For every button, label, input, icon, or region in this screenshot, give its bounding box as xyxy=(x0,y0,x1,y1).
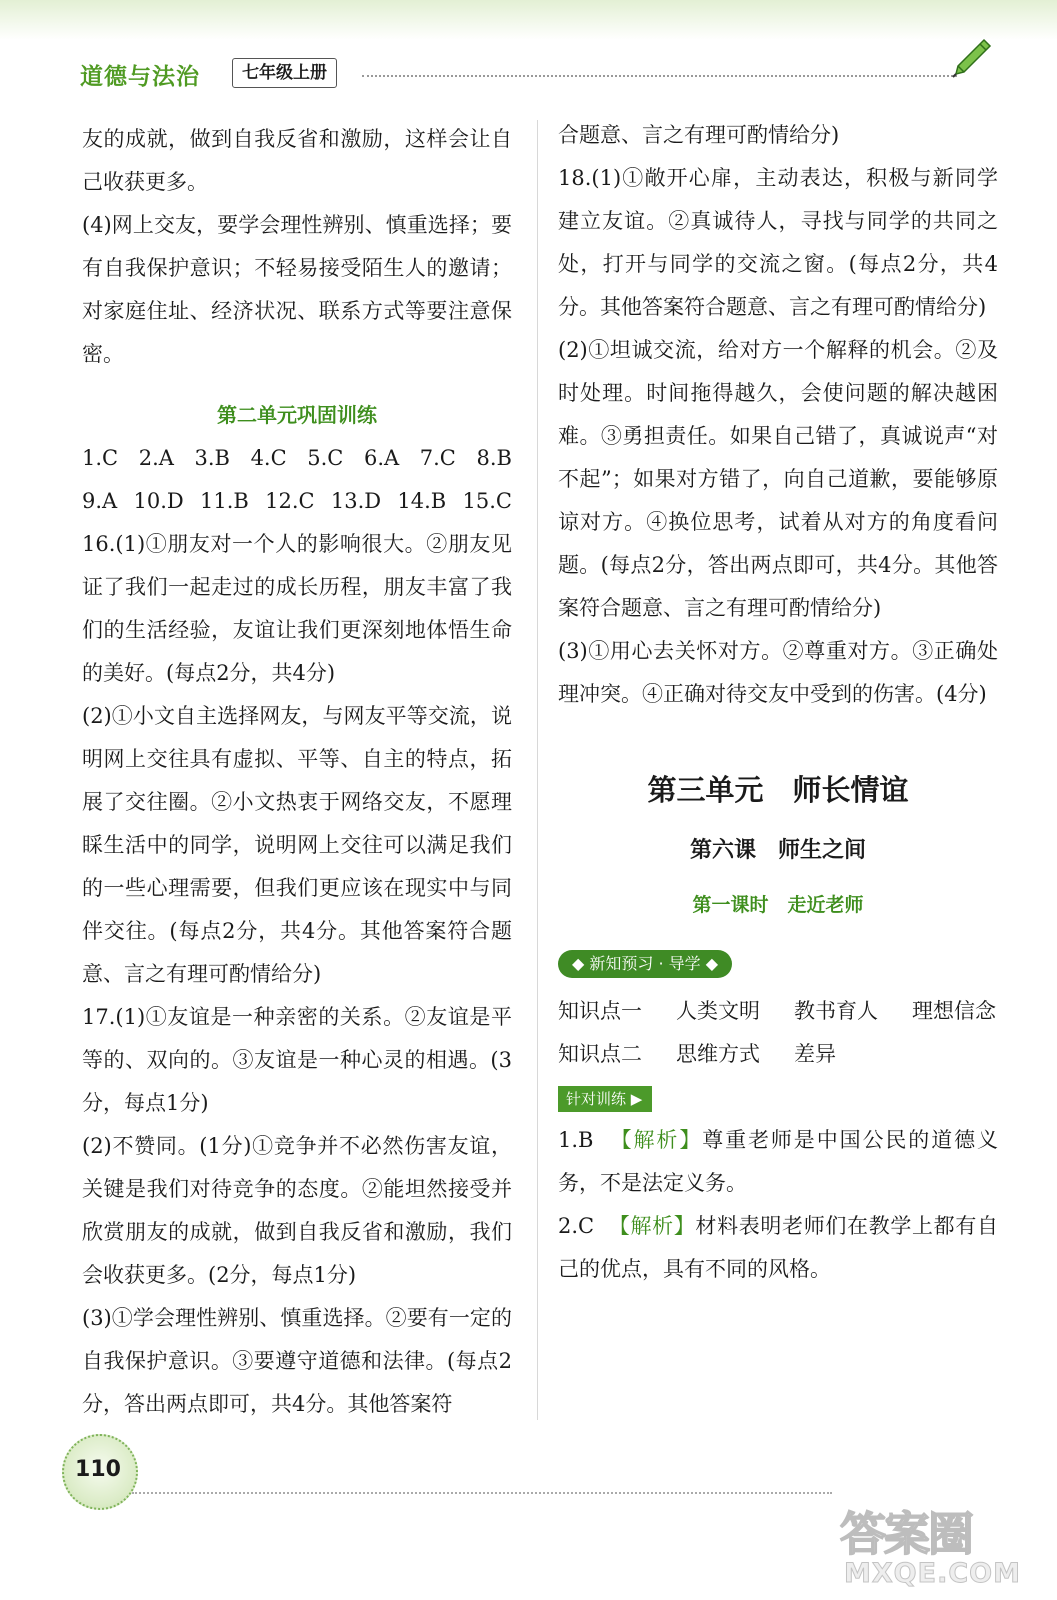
knowledge-point-answer: 差异 xyxy=(794,1042,836,1066)
pen-icon xyxy=(948,36,994,82)
choice-answer: 7.C xyxy=(419,446,456,470)
answer-item xyxy=(558,1119,998,1205)
knowledge-point-answer: 人类文明 xyxy=(676,999,760,1023)
analysis-tag: 【解析】 xyxy=(608,1214,696,1238)
page-number: 110 xyxy=(75,1457,121,1482)
answer-paragraph: 友的成就，做到自我反省和激励，这样会让自己收获更多。 xyxy=(82,127,512,194)
answer-paragraph: (3)①学会理性辨别、慎重选择。②要有一定的自我保护意识。③要遵守道德和法律。(每点2分，答出两点即可，共4分。其他答案符 xyxy=(82,1306,512,1416)
answer-paragraph: (4)网上交友，要学会理性辨别、慎重选择；要有自我保护意识；不轻易接受陌生人的邀请；对家庭住址、经济状况、联系方式等要注意保密。 xyxy=(82,213,512,366)
preview-badge: ◆ 新知预习 · 导学 ◆ xyxy=(558,950,732,978)
answer-paragraph: (2)不赞同。(1分)①竞争并不必然伤害友谊，关键是我们对待竞争的态度。②能坦然接受并欣赏朋友的成就，做到自我反省和激励，我们会收获更多。(2分，每点1分) xyxy=(82,1134,512,1287)
choice-answer: 9.A xyxy=(82,489,118,513)
grade-label: 七年级上册 xyxy=(232,58,337,88)
column-divider xyxy=(537,120,538,1420)
answer-number: 2.C xyxy=(558,1214,595,1238)
lesson-title: 第六课 师生之间 xyxy=(689,838,866,863)
choice-answer: 12.C xyxy=(265,489,315,513)
choice-answer: 13.D xyxy=(330,489,382,513)
answer-paragraph: 18.(1)①敞开心扉，主动表达，积极与新同学建立友谊。②真诚待人，寻找与同学的共同之处，打开与同学的交流之窗。(每点2分，共4分。其他答案符合题意、言之有理可酌情给分) xyxy=(558,166,998,319)
choice-answer: 11.B xyxy=(200,489,249,513)
knowledge-point-row xyxy=(558,1033,998,1076)
left-column xyxy=(82,118,512,1426)
knowledge-point-label: 知识点二 xyxy=(558,1042,642,1066)
watermark-url: MXQE.COM xyxy=(844,1558,1021,1589)
header-divider xyxy=(362,75,957,77)
watermark-text: 答案圈 xyxy=(840,1507,972,1561)
page-header xyxy=(0,0,1057,100)
choice-answers-row-1 xyxy=(82,437,512,480)
analysis-tag: 【解析】 xyxy=(610,1128,703,1152)
knowledge-point-label: 知识点一 xyxy=(558,999,642,1023)
choice-answer: 15.C xyxy=(462,489,512,513)
section-title: 第二单元巩固训练 xyxy=(217,403,377,427)
unit-title: 第三单元 师长情谊 xyxy=(647,773,909,807)
footer-divider xyxy=(132,1492,832,1494)
right-column xyxy=(558,114,998,1291)
answer-paragraph: (2)①坦诚交流，给对方一个解释的机会。②及时处理。时间拖得越久，会使问题的解决越困难。③勇担责任。如果自己错了，真诚说声“对不起”；如果对方错了，向自己道歉，要能够原谅对方。④换位思考，试着从对方的角度看问题。(每点2分，答出两点即可，共4分。其他答案符合题意、言之有理可酌情给分) xyxy=(558,338,998,620)
analysis-text: 材料表明老师们在教学上都有自己的优点，具有不同的风格。 xyxy=(558,1214,998,1281)
answer-paragraph: 合题意、言之有理可酌情给分) xyxy=(558,123,840,147)
choice-answer: 3.B xyxy=(194,446,230,470)
choice-answers-row-2 xyxy=(82,480,512,523)
choice-answer: 14.B xyxy=(397,489,447,513)
choice-answer: 5.C xyxy=(307,446,344,470)
choice-answer: 4.C xyxy=(250,446,287,470)
choice-answer: 8.B xyxy=(476,446,512,470)
training-badge: 针对训练 ▶ xyxy=(558,1086,652,1112)
analysis-text: 尊重老师是中国公民的道德义务，不是法定义务。 xyxy=(558,1128,998,1195)
knowledge-point-answer: 思维方式 xyxy=(676,1042,760,1066)
answer-paragraph: 16.(1)①朋友对一个人的影响很大。②朋友见证了我们一起走过的成长历程，朋友丰富了我们的生活经验，友谊让我们更深刻地体悟生命的美好。(每点2分，共4分) xyxy=(82,532,512,685)
choice-answer: 2.A xyxy=(138,446,174,470)
knowledge-point-answer: 教书育人 xyxy=(794,999,878,1023)
answer-paragraph: (2)①小文自主选择网友，与网友平等交流，说明网上交往具有虚拟、平等、自主的特点，拓展了交往圈。②小文热衷于网络交友，不愿理睬生活中的同学，说明网上交往可以满足我们的一些心理需要，但我们更应该在现实中与同伴交往。(每点2分，共4分。其他答案符合题意、言之有理可酌情给分) xyxy=(82,704,512,986)
answer-item xyxy=(558,1205,998,1291)
answer-paragraph: 17.(1)①友谊是一种亲密的关系。②友谊是平等的、双向的。③友谊是一种心灵的相遇。(3分，每点1分) xyxy=(82,1005,512,1115)
knowledge-point-row xyxy=(558,990,998,1033)
knowledge-point-answer: 理想信念 xyxy=(912,999,996,1023)
watermark-logo xyxy=(840,1498,1045,1594)
choice-answer: 10.D xyxy=(133,489,184,513)
answer-number: 1.B xyxy=(558,1128,594,1152)
choice-answer: 1.C xyxy=(82,446,119,470)
subject-title: 道德与法治 xyxy=(80,64,200,90)
answer-paragraph: (3)①用心去关怀对方。②尊重对方。③正确处理冲突。④正确对待交友中受到的伤害。(4分) xyxy=(558,639,998,706)
period-title: 第一课时 走近老师 xyxy=(692,894,864,916)
choice-answer: 6.A xyxy=(363,446,400,470)
